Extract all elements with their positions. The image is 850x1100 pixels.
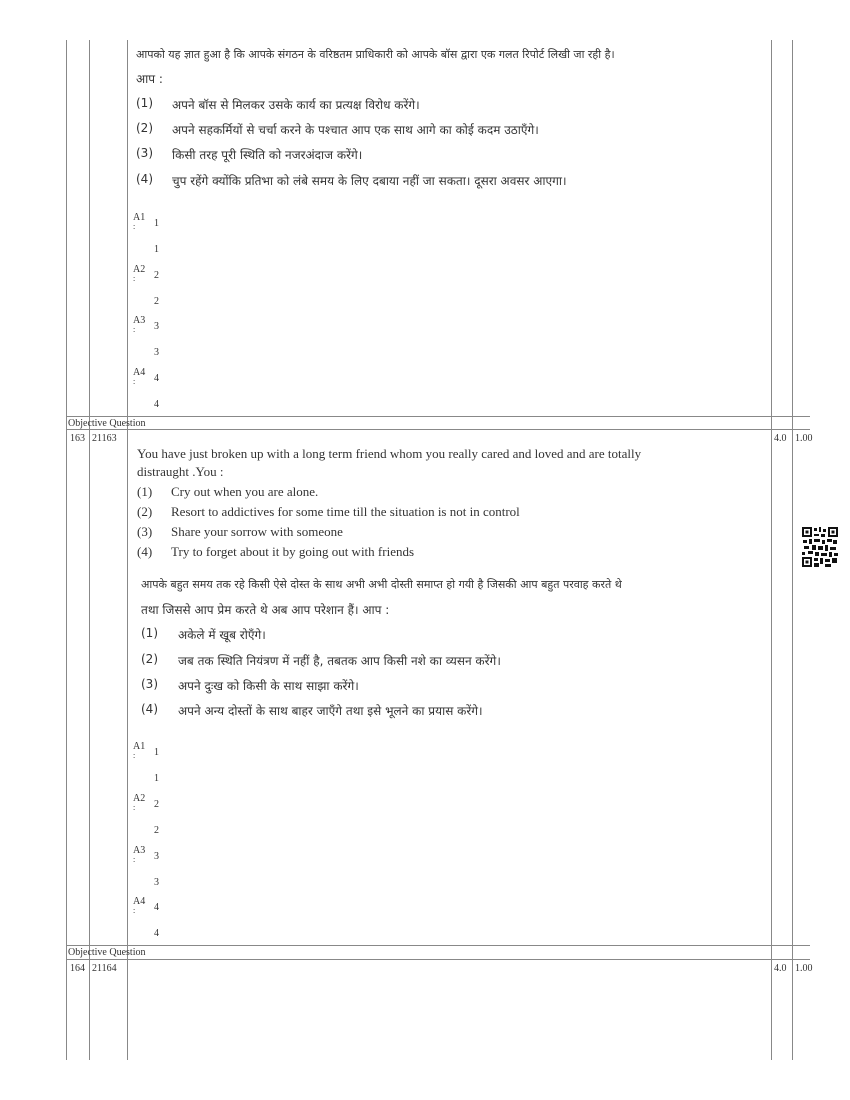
block1-answer-4-label: A4 [133, 367, 146, 378]
q163-serial: 163 [70, 433, 85, 444]
q163-answer-2-val2: 2 [154, 825, 159, 836]
block1-option-3-num: (3) [136, 146, 153, 160]
q163-answer-4-colon: : [133, 906, 136, 915]
block1-option-2-num: (2) [136, 121, 153, 135]
q164-marks: 4.0 [774, 963, 787, 974]
section-label-2: Objective Question [68, 947, 146, 958]
block1-option-1-num: (1) [136, 96, 153, 110]
block1-option-2-text: अपने सहकर्मियों से चर्चा करने के पश्चात आप एक साथ आगे का कोई कदम उठाएँगे। [172, 123, 539, 137]
col-divider-content [771, 40, 772, 1060]
q163-hi-option-3-num: (3) [141, 677, 158, 691]
row-divider-2 [66, 429, 810, 430]
q163-negative-marks: 1.00 [795, 433, 813, 444]
block1-answer-1-val2: 1 [154, 244, 159, 255]
block1-answer-2-val2: 2 [154, 296, 159, 307]
q163-en-option-3-text: Share your sorrow with someone [171, 524, 343, 539]
block1-answer-4-colon: : [133, 377, 136, 386]
q163-hi-option-4-num: (4) [141, 702, 158, 716]
block1-answer-1-label: A1 [133, 212, 146, 223]
q163-answer-1-label: A1 [133, 741, 146, 752]
q163-hindi-line2: तथा जिससे आप प्रेम करते थे अब आप परेशान हैं। आप : [141, 603, 390, 617]
q163-hindi-line1: आपके बहुत समय तक रहे किसी ऐसे दोस्त के साथ अभी अभी दोस्ती समाप्त हो गयी है जिसकी आप बहुत परवाह करते थे [141, 578, 622, 591]
q163-answer-3-colon: : [133, 855, 136, 864]
col-divider-marks [792, 40, 793, 1060]
row-divider-1 [66, 416, 810, 417]
q163-hi-option-4-text: अपने अन्य दोस्तों के साथ बाहर जाएँगे तथा इसे भूलने का प्रयास करेंगे। [178, 704, 483, 718]
col-divider-serial [89, 40, 90, 1060]
block1-answer-2-colon: : [133, 274, 136, 283]
q163-answer-3-val2: 3 [154, 877, 159, 888]
q164-serial: 164 [70, 963, 85, 974]
q163-en-option-4-text: Try to forget about it by going out with friends [171, 544, 415, 559]
q163-answer-2-colon: : [133, 803, 136, 812]
block1-answer-3-val2: 3 [154, 347, 159, 358]
section-label-1: Objective Question [68, 418, 146, 429]
q163-answer-2-label: A2 [133, 793, 146, 804]
qr-code-icon [802, 527, 838, 567]
block1-answer-3-label: A3 [133, 315, 146, 326]
block1-option-1-text: अपने बॉस से मिलकर उसके कार्य का प्रत्यक्ष विरोध करेंगे। [172, 98, 420, 112]
q163-answer-4-label: A4 [133, 896, 146, 907]
q163-answer-4-val2: 4 [154, 928, 159, 939]
block1-answer-1-val1: 1 [154, 218, 159, 229]
q163-en-option-3-num: (3) [137, 524, 153, 539]
q163-en-option-1-text: Cry out when you are alone. [171, 484, 319, 499]
q163-hi-option-2-text: जब तक स्थिति नियंत्रण में नहीं है, तबतक आप किसी नशे का व्यसन करेंगे। [178, 654, 501, 668]
q163-hi-option-1-text: अकेले में खूब रोएँगे। [178, 628, 266, 642]
q163-en-option-2-text: Resort to addictives for some time till the situation is not in control [171, 504, 520, 519]
block1-answer-2-label: A2 [133, 264, 146, 275]
row-divider-3 [66, 945, 810, 946]
q164-negative-marks: 1.00 [795, 963, 813, 974]
block1-answer-3-colon: : [133, 325, 136, 334]
q163-hi-option-1-num: (1) [141, 626, 158, 640]
col-divider-id [127, 40, 128, 1060]
block1-question-line1: आपको यह ज्ञात हुआ है कि आपके संगठन के वरिष्ठतम प्राधिकारी को आपके बॉस द्वारा एक गलत रिपोर्ट लिखी जा रही है। [136, 48, 615, 61]
q163-answer-1-val2: 1 [154, 773, 159, 784]
q163-answer-1-val1: 1 [154, 747, 159, 758]
row-divider-4 [66, 959, 810, 960]
q163-answer-1-colon: : [133, 751, 136, 760]
q163-hi-option-3-text: अपने दुःख को किसी के साथ साझा करेंगे। [178, 679, 359, 693]
q163-answer-3-val1: 3 [154, 851, 159, 862]
block1-option-4-text: चुप रहेंगे क्योंकि प्रतिभा को लंबे समय के लिए दबाया नहीं जा सकता। दूसरा अवसर आएगा। [172, 174, 567, 188]
q163-en-option-2-num: (2) [137, 504, 153, 519]
q163-marks: 4.0 [774, 433, 787, 444]
q163-en-option-4-num: (4) [137, 544, 153, 559]
block1-option-4-num: (4) [136, 172, 153, 186]
block1-answer-4-val1: 4 [154, 373, 159, 384]
q164-id: 21164 [92, 963, 117, 974]
table-border-left [66, 40, 67, 1060]
block1-answer-1-colon: : [133, 222, 136, 231]
block1-answer-3-val1: 3 [154, 321, 159, 332]
q163-english-line2: distraught .You : [137, 464, 224, 479]
block1-answer-2-val1: 2 [154, 270, 159, 281]
q163-answer-3-label: A3 [133, 845, 146, 856]
q163-id: 21163 [92, 433, 117, 444]
q163-hi-option-2-num: (2) [141, 652, 158, 666]
q163-answer-4-val1: 4 [154, 902, 159, 913]
block1-question-line2: आप : [136, 72, 163, 86]
q163-answer-2-val1: 2 [154, 799, 159, 810]
q163-en-option-1-num: (1) [137, 484, 153, 499]
block1-option-3-text: किसी तरह पूरी स्थिति को नजरअंदाज करेंगे। [172, 148, 363, 162]
q163-english-line1: You have just broken up with a long term friend whom you really cared and loved and are totally [137, 446, 642, 461]
block1-answer-4-val2: 4 [154, 399, 159, 410]
